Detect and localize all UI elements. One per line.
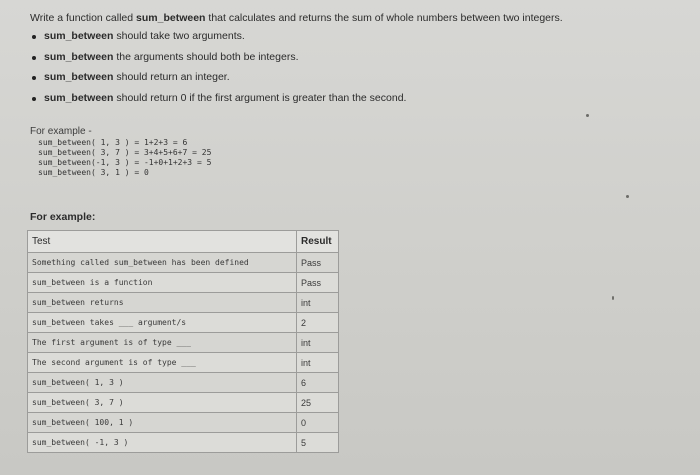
table-row — [28, 313, 339, 333]
table-row — [28, 333, 339, 353]
test-cell: The first argument is of type ___ — [28, 333, 297, 353]
table-row — [28, 353, 339, 373]
question-suffix: that calculates and returns the sum of whole numbers between two integers. — [205, 12, 563, 24]
result-cell: int — [297, 293, 339, 313]
example-code-block — [38, 138, 211, 178]
requirement-text: should return an integer. — [113, 71, 230, 83]
test-cell: Something called sum_between has been defined — [28, 253, 297, 273]
table-header-row — [28, 231, 339, 253]
table-row — [28, 373, 339, 393]
result-cell: int — [297, 353, 339, 373]
table-row — [28, 413, 339, 433]
requirement-item — [30, 51, 406, 72]
test-cell: sum_between( 3, 7 ) — [28, 393, 297, 413]
test-column-header: Test — [28, 231, 297, 253]
code-line: sum_between( 3, 1 ) = 0 — [38, 168, 149, 177]
result-cell: 6 — [297, 373, 339, 393]
requirement-item — [30, 92, 406, 113]
requirement-function-name: sum_between — [44, 91, 114, 104]
requirement-text: the arguments should both be integers. — [113, 50, 299, 63]
requirement-text: should take two arguments. — [113, 30, 245, 42]
requirement-function-name: sum_between — [44, 30, 114, 42]
test-cell: sum_between takes ___ argument/s — [28, 313, 297, 333]
result-cell: 25 — [297, 393, 339, 413]
result-cell: Pass — [297, 253, 339, 273]
table-row — [28, 273, 339, 293]
example-heading: For example: — [30, 211, 96, 223]
table-row — [28, 253, 339, 273]
requirement-function-name: sum_between — [44, 50, 114, 63]
table-row — [28, 393, 339, 413]
result-cell: 0 — [297, 413, 339, 433]
test-cell: sum_between is a function — [28, 273, 297, 293]
test-cell: sum_between returns — [28, 293, 297, 313]
code-line: sum_between( 3, 7 ) = 3+4+5+6+7 = 25 — [38, 148, 212, 157]
result-cell: Pass — [297, 273, 339, 293]
requirement-item — [30, 71, 406, 92]
requirement-text: should return 0 if the first argument is greater than the second. — [113, 91, 407, 104]
example-label: For example - — [30, 126, 92, 137]
test-cell: sum_between( -1, 3 ) — [28, 433, 297, 453]
paper-speck — [586, 114, 589, 117]
question-text — [30, 12, 563, 24]
result-cell: 2 — [297, 313, 339, 333]
result-cell: 5 — [297, 433, 339, 453]
code-line: sum_between( 1, 3 ) = 1+2+3 = 6 — [38, 138, 188, 147]
test-cases-table — [27, 230, 339, 453]
requirement-function-name: sum_between — [44, 71, 114, 83]
result-cell: int — [297, 333, 339, 353]
question-prefix: Write a function called — [30, 12, 137, 24]
test-cell: sum_between( 1, 3 ) — [28, 373, 297, 393]
result-column-header: Result — [297, 231, 339, 253]
requirements-list — [30, 30, 406, 112]
table-row — [28, 433, 339, 453]
test-cell: The second argument is of type ___ — [28, 353, 297, 373]
code-line: sum_between(-1, 3 ) = -1+0+1+2+3 = 5 — [38, 158, 212, 167]
paper-speck — [626, 195, 629, 198]
paper-speck — [612, 296, 614, 300]
question-function-name: sum_between — [136, 12, 206, 24]
table-row — [28, 293, 339, 313]
test-cell: sum_between( 100, 1 ) — [28, 413, 297, 433]
requirement-item — [30, 30, 406, 51]
